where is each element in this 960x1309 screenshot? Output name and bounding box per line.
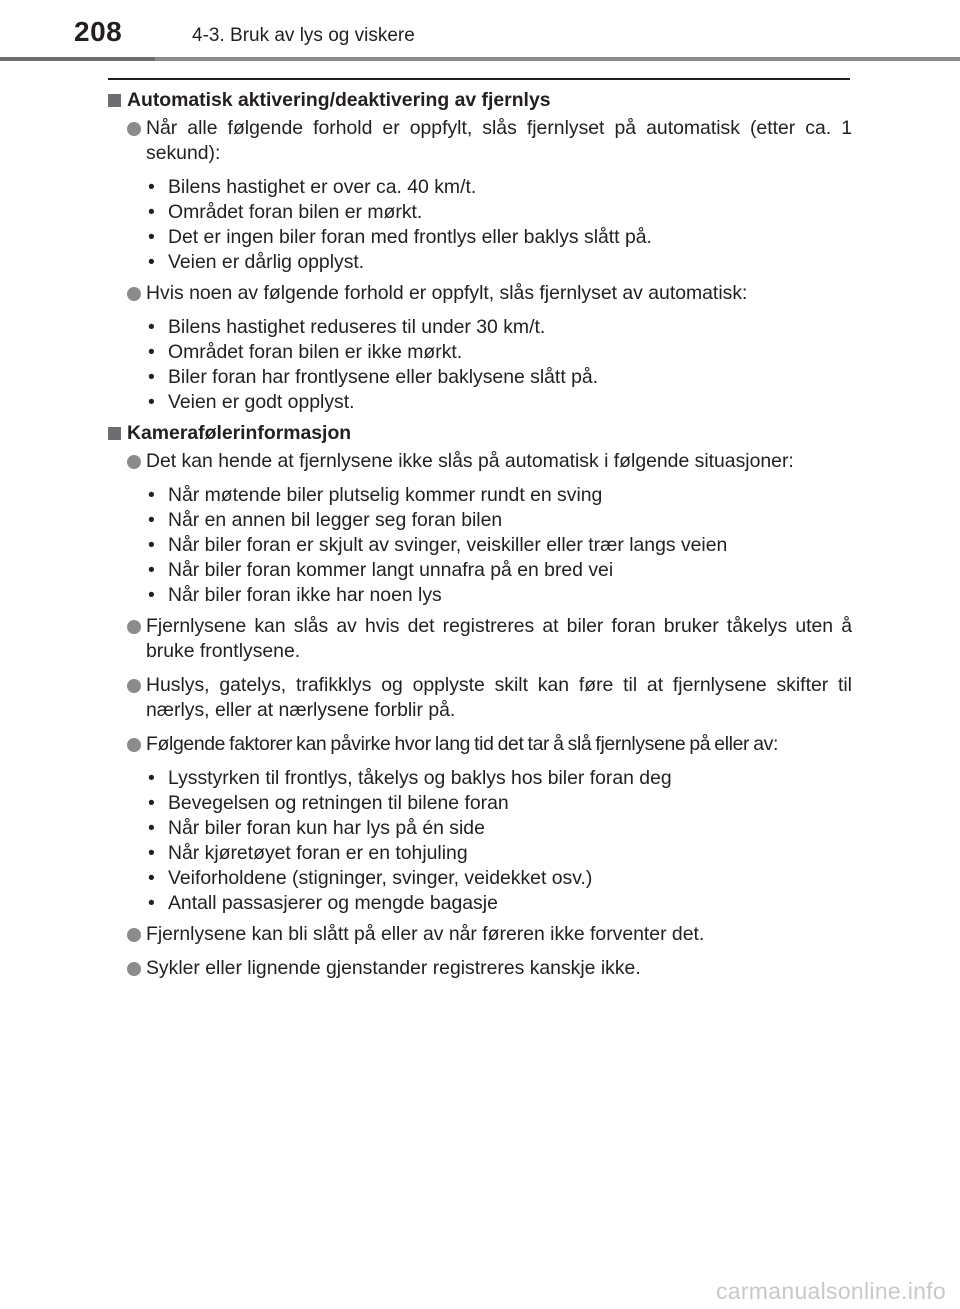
- section-title: [108, 421, 852, 446]
- header-rule-accent: [0, 57, 155, 61]
- watermark: carmanualsonline.info: [715, 1278, 946, 1304]
- bullet-item: [108, 116, 852, 166]
- small-bullet-icon: •: [148, 341, 155, 363]
- sub-list-item: [146, 315, 852, 340]
- small-bullet-icon: •: [148, 842, 155, 864]
- sub-list: [108, 315, 852, 415]
- bullet-item: [108, 281, 852, 306]
- sub-list-item: [146, 891, 852, 916]
- square-bullet-icon: [108, 94, 121, 107]
- bullet-item: [108, 732, 852, 757]
- page-header: [0, 0, 960, 70]
- sub-list-item-text: Når en annen bil legger seg foran bilen: [168, 509, 503, 531]
- section-title: [108, 88, 852, 113]
- bullet-item: [108, 449, 852, 474]
- section-divider: [108, 78, 850, 80]
- sub-list-item-text: Bevegelsen og retningen til bilene foran: [168, 792, 509, 814]
- page-content: [108, 88, 852, 990]
- bullet-item-text: Det kan hende at fjernlysene ikke slås på automatisk i følgende situasjoner:: [146, 450, 794, 472]
- sub-list-item-text: Når biler foran kommer langt unnafra på en bred vei: [168, 559, 614, 581]
- sub-list: [108, 766, 852, 916]
- bullet-item-text: Når alle følgende forhold er oppfylt, slås fjernlyset på automatisk (etter ca. 1 sekund):: [146, 117, 852, 164]
- small-bullet-icon: •: [148, 316, 155, 338]
- sub-list-item-text: Antall passasjerer og mengde bagasje: [168, 892, 498, 914]
- sub-list-item-text: Bilens hastighet reduseres til under 30 km/t.: [168, 316, 546, 338]
- sub-list-item: [146, 200, 852, 225]
- sub-list-item: [146, 866, 852, 891]
- small-bullet-icon: •: [148, 509, 155, 531]
- sub-list-item: [146, 841, 852, 866]
- bullet-item-text: Hvis noen av følgende forhold er oppfylt, slås fjernlyset av automatisk:: [146, 282, 748, 304]
- sub-list-item-text: Når biler foran ikke har noen lys: [168, 584, 442, 606]
- bullet-item-text: Følgende faktorer kan påvirke hvor lang tid det tar å slå fjernlysene på eller av:: [146, 733, 779, 755]
- small-bullet-icon: •: [148, 767, 155, 789]
- small-bullet-icon: •: [148, 201, 155, 223]
- sub-list-item: [146, 340, 852, 365]
- small-bullet-icon: •: [148, 226, 155, 248]
- sub-list-item-text: Området foran bilen er mørkt.: [168, 201, 423, 223]
- bullet-item: [108, 922, 852, 947]
- sub-list-item-text: Veiforholdene (stigninger, svinger, veidekket osv.): [168, 867, 593, 889]
- sub-list-item: [146, 483, 852, 508]
- section-title-text: Kamerafølerinformasjon: [127, 422, 352, 444]
- sub-list-item-text: Bilens hastighet er over ca. 40 km/t.: [168, 176, 477, 198]
- bullet-item-text: Sykler eller lignende gjenstander registreres kanskje ikke.: [146, 957, 641, 979]
- sub-list-item-text: Det er ingen biler foran med frontlys eller baklys slått på.: [168, 226, 652, 248]
- sub-list-item: [146, 533, 852, 558]
- bullet-item-text: Fjernlysene kan bli slått på eller av når føreren ikke forventer det.: [146, 923, 705, 945]
- section-title-text: Automatisk aktivering/deaktivering av fjernlys: [127, 89, 551, 111]
- small-bullet-icon: •: [148, 584, 155, 606]
- small-bullet-icon: •: [148, 792, 155, 814]
- circle-bullet-icon: [127, 122, 141, 136]
- small-bullet-icon: •: [148, 251, 155, 273]
- bullet-item-text: Fjernlysene kan slås av hvis det registreres at biler foran bruker tåkelys uten å bruke frontlysene.: [146, 615, 852, 662]
- small-bullet-icon: •: [148, 176, 155, 198]
- chapter-title: 4-3. Bruk av lys og viskere: [192, 25, 415, 46]
- sub-list-item: [146, 365, 852, 390]
- sub-list-item-text: Når biler foran kun har lys på én side: [168, 817, 485, 839]
- sub-list-item-text: Når kjøretøyet foran er en tohjuling: [168, 842, 468, 864]
- sub-list-item: [146, 175, 852, 200]
- bullet-item-text: Huslys, gatelys, trafikklys og opplyste skilt kan føre til at fjernlysene skifter til nærlys, eller at nærlysene forblir på.: [146, 674, 852, 721]
- circle-bullet-icon: [127, 738, 141, 752]
- sub-list-item-text: Området foran bilen er ikke mørkt.: [168, 341, 463, 363]
- sub-list: [108, 483, 852, 608]
- bullet-item: [108, 956, 852, 981]
- sub-list-item: [146, 250, 852, 275]
- circle-bullet-icon: [127, 962, 141, 976]
- circle-bullet-icon: [127, 679, 141, 693]
- sub-list-item-text: Biler foran har frontlysene eller baklysene slått på.: [168, 366, 599, 388]
- circle-bullet-icon: [127, 287, 141, 301]
- small-bullet-icon: •: [148, 366, 155, 388]
- circle-bullet-icon: [127, 928, 141, 942]
- small-bullet-icon: •: [148, 559, 155, 581]
- sub-list-item: [146, 766, 852, 791]
- sub-list-item-text: Veien er godt opplyst.: [168, 391, 355, 413]
- small-bullet-icon: •: [148, 391, 155, 413]
- circle-bullet-icon: [127, 455, 141, 469]
- bullet-item: [108, 673, 852, 723]
- sub-list-item-text: Veien er dårlig opplyst.: [168, 251, 365, 273]
- sub-list-item: [146, 508, 852, 533]
- circle-bullet-icon: [127, 620, 141, 634]
- square-bullet-icon: [108, 427, 121, 440]
- sub-list-item-text: Når møtende biler plutselig kommer rundt en sving: [168, 484, 603, 506]
- small-bullet-icon: •: [148, 534, 155, 556]
- sub-list-item: [146, 583, 852, 608]
- bullet-item: [108, 614, 852, 664]
- small-bullet-icon: •: [148, 484, 155, 506]
- sub-list-item: [146, 390, 852, 415]
- small-bullet-icon: •: [148, 892, 155, 914]
- sub-list-item: [146, 816, 852, 841]
- sub-list-item-text: Når biler foran er skjult av svinger, veiskiller eller trær langs veien: [168, 534, 728, 556]
- small-bullet-icon: •: [148, 817, 155, 839]
- sub-list: [108, 175, 852, 275]
- sub-list-item: [146, 558, 852, 583]
- page-number: 208: [74, 16, 123, 47]
- small-bullet-icon: •: [148, 867, 155, 889]
- sub-list-item: [146, 225, 852, 250]
- sub-list-item: [146, 791, 852, 816]
- sub-list-item-text: Lysstyrken til frontlys, tåkelys og baklys hos biler foran deg: [168, 767, 672, 789]
